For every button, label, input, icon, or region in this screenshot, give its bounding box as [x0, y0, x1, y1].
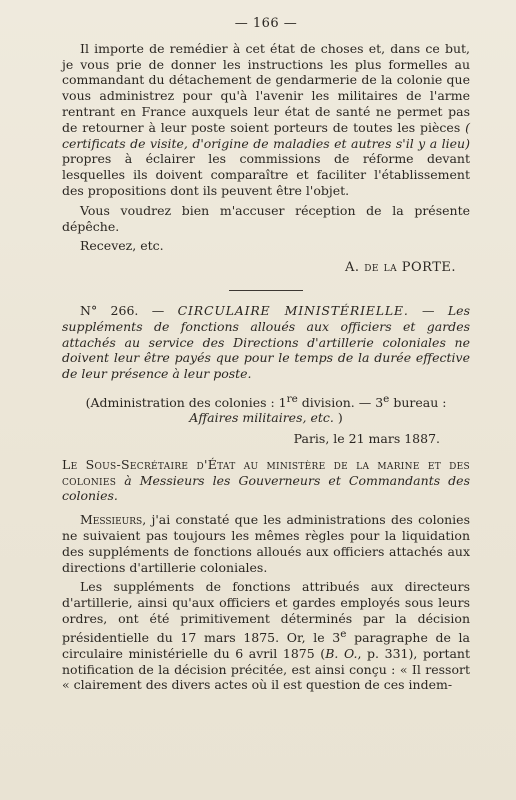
salutation: Messieurs,	[80, 512, 147, 528]
signature-name: PORTE.	[397, 260, 456, 276]
dateline: Paris, le 21 mars 1887.	[293, 431, 440, 447]
letter-paragraph	[62, 41, 470, 199]
letter-paragraph-text-end: propres à éclairer les commissions de réforme devant lesquelles ils doivent comparaître et faciliter l'établissement des propositions dont ils peuvent être l'objet.	[62, 151, 470, 198]
admin-italic: Affaires militaires, etc.	[189, 410, 334, 426]
admin-superscript: re	[286, 392, 298, 405]
signature-initial: A.	[345, 260, 365, 276]
admin-text: bureau :	[389, 395, 447, 411]
administration-line	[62, 392, 470, 425]
section-divider	[229, 290, 303, 291]
body-paragraph-text: Les suppléments de fonctions attribués aux directeurs d'artillerie, ainsi qu'aux officiers et gardes employés sous leurs ordres, ont été primitivement déterminés par la décision présidentielle du 17 mars 1875. Or, le 3	[62, 579, 470, 646]
admin-text: )	[333, 410, 343, 426]
body-superscript: e	[340, 627, 347, 640]
page-content	[62, 16, 470, 697]
body-italic: B. O.	[325, 645, 358, 661]
circular-heading	[62, 303, 470, 382]
acknowledgement-paragraph: Vous voudrez bien m'accuser réception de la présente dépêche.	[62, 202, 470, 234]
body-paragraph-text: j'ai constaté que les administrations des colonies ne suivaient pas toujours les mêmes règles pour la liquidation des suppléments de fonctions alloués aux officiers attachés aux directions d'artillerie coloniales.	[62, 512, 470, 575]
body-paragraph-text: , p. 331), portant notification de la décision précitée, est ainsi conçu : « Il ressort « clairement des divers actes où il est question de ces indem-	[62, 645, 470, 693]
signature	[62, 260, 456, 276]
admin-superscript: e	[383, 392, 390, 405]
letter-paragraph-text: Il importe de remédier à cet état de choses et, dans ce but, je vous prie de donner les instructions les plus formelles au commandant du détachement de gendarmerie de la colonie que vous administrez pour qu'à l'avenir les militaires de l'arme rentrant en France auxquels leur état de santé ne permet pas de retourner à leur poste soient porteurs de toutes les pièces	[62, 40, 470, 135]
circular-title: CIRCULAIRE MINISTÉRIELLE.	[177, 302, 409, 318]
addressee	[62, 457, 470, 504]
body-paragraph	[62, 579, 470, 693]
body-paragraph-text: paragraphe de la circulaire ministérielle du 6 avril 1875 (	[62, 630, 470, 661]
letter-paragraph-italic: ( certificats de visite, d'origine de maladies et autres s'il y a lieu)	[62, 119, 470, 151]
body-paragraph	[62, 512, 470, 575]
circular-number: N° 266. —	[80, 302, 178, 318]
addressee-sender: Le Sous-Secrétaire d'État au ministère de la marine et des colonies	[62, 456, 470, 488]
addressee-recipient: à Messieurs les Gouverneurs et Commandants des colonies.	[62, 472, 470, 504]
closing-formula: Recevez, etc.	[80, 238, 164, 254]
admin-text: (Administration des colonies : 1	[85, 395, 287, 411]
circular-description: — Les suppléments de fonctions alloués aux officiers et gardes attachés au service des Directions d'artillerie coloniales ne doivent leur être payés que pour le temps de la durée effective de leur présence à leur poste.	[62, 302, 470, 382]
admin-text: division. — 3	[297, 395, 384, 411]
signature-particle: de la	[364, 260, 398, 276]
page-number: — 166 —	[234, 16, 298, 31]
